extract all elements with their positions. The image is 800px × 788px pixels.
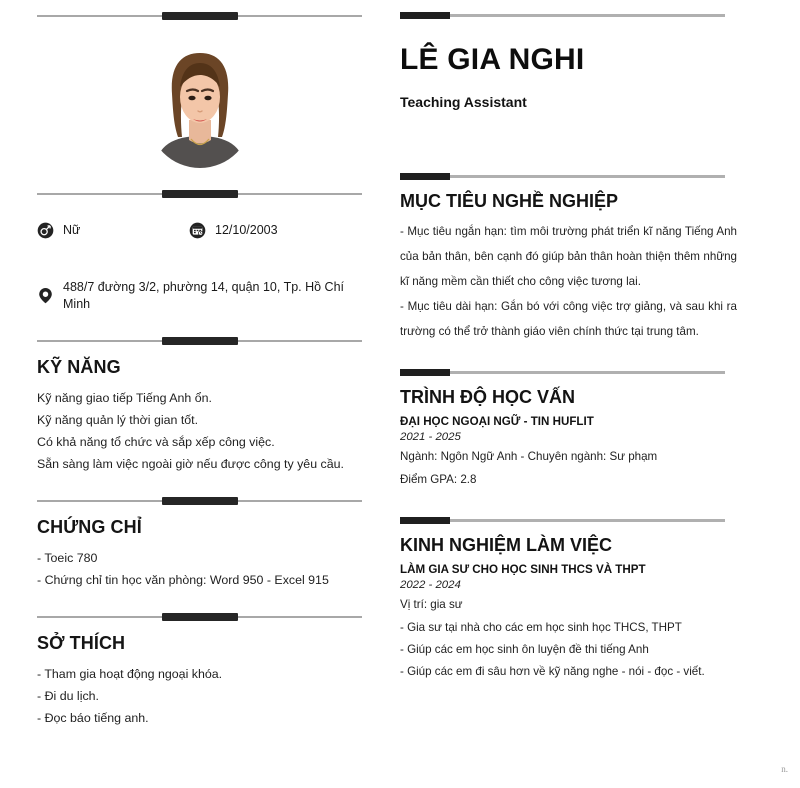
divider-accent-bar — [162, 337, 238, 345]
divider-accent-bar — [400, 517, 450, 524]
address-value: 488/7 đường 3/2, phường 14, quận 10, Tp. Hồ Chí Minh — [63, 280, 345, 311]
divider-accent-bar — [162, 613, 238, 621]
divider-education — [400, 369, 725, 376]
certificates-item: - Toeic 780 — [37, 551, 98, 565]
objective-section — [400, 173, 737, 344]
divider-experience — [400, 517, 725, 524]
divider-certificates — [37, 497, 362, 505]
education-major: Ngành: Ngôn Ngữ Anh - Chuyên ngành: Sư phạm — [400, 450, 658, 463]
hobbies-section — [37, 613, 362, 729]
experience-title: LÀM GIA SƯ CHO HỌC SINH THCS VÀ THPT — [400, 563, 646, 576]
skills-item: Kỹ năng quản lý thời gian tốt. — [37, 413, 199, 427]
education-school: ĐẠI HỌC NGOẠI NGỮ - TIN HUFLIT — [400, 415, 594, 428]
personal-info-block — [37, 222, 362, 313]
calendar-icon — [189, 222, 206, 239]
experience-bullet: - Gia sư tại nhà cho các em học sinh học THCS, THPT — [400, 621, 682, 634]
divider-below-photo — [37, 190, 362, 198]
education-heading: TRÌNH ĐỘ HỌC VẤN — [400, 387, 575, 407]
experience-period: 2022 - 2024 — [400, 579, 461, 591]
skills-heading: KỸ NĂNG — [37, 357, 121, 377]
education-gpa: Điểm GPA: 2.8 — [400, 473, 477, 486]
certificates-section — [37, 497, 362, 591]
experience-section — [400, 517, 737, 682]
left-column — [0, 0, 363, 788]
hobbies-item: - Đi du lịch. — [37, 689, 99, 703]
education-period: 2021 - 2025 — [400, 431, 461, 443]
address-field — [37, 279, 362, 313]
objective-paragraph: - Mục tiêu dài hạn: Gắn bó với công việc trợ giảng, và sau khi ra trường có thể trở thành giáo viên chính thức tại trung tâm. — [400, 300, 737, 338]
education-section — [400, 369, 737, 490]
skills-section — [37, 337, 362, 475]
dob-field — [189, 222, 341, 239]
right-column — [363, 0, 800, 788]
experience-bullet: - Giúp các em đi sâu hơn về kỹ năng nghe - nói - đọc - viết. — [400, 665, 705, 678]
gender-value: Nữ — [63, 223, 81, 237]
certificates-heading: CHỨNG CHỈ — [37, 517, 142, 537]
profile-photo — [148, 42, 252, 168]
skills-item: Sẵn sàng làm việc ngoài giờ nếu được công ty yêu cầu. — [37, 457, 344, 471]
gender-icon — [37, 222, 54, 239]
divider-objective — [400, 173, 725, 180]
hobbies-item: - Tham gia hoạt động ngoại khóa. — [37, 667, 223, 681]
page-title: LÊ GIA NGHI — [400, 43, 585, 76]
objective-paragraph: - Mục tiêu ngắn hạn: tìm môi trường phát triển kĩ năng Tiếng Anh của bản thân, bên cạnh đó giúp bản thân hoàn thiện thêm những kĩ năng mềm cần thiết cho công việc tương lai. — [400, 225, 737, 288]
divider-skills — [37, 337, 362, 345]
experience-heading: KINH NGHIỆM LÀM VIỆC — [400, 535, 613, 555]
profile-photo-container — [37, 42, 362, 168]
objective-heading: MỤC TIÊU NGHỀ NGHIỆP — [400, 191, 619, 211]
experience-bullet: - Giúp các em học sinh ôn luyện đề thi tiếng Anh — [400, 643, 649, 656]
experience-position: Vị trí: gia sư — [400, 598, 463, 611]
hobbies-heading: SỞ THÍCH — [37, 633, 126, 653]
divider-accent-bar — [162, 497, 238, 505]
job-role: Teaching Assistant — [400, 94, 527, 110]
portrait-illustration — [148, 42, 252, 168]
divider-top-left — [37, 12, 362, 20]
personal-info-row — [37, 222, 362, 239]
hobbies-item: - Đọc báo tiếng anh. — [37, 711, 149, 725]
divider-accent-bar — [162, 12, 238, 20]
divider-accent-bar — [162, 190, 238, 198]
divider-accent-bar — [400, 369, 450, 376]
watermark: n. — [781, 764, 788, 774]
divider-top-right — [400, 12, 725, 19]
certificates-item: - Chứng chỉ tin học văn phòng: Word 950 - Excel 915 — [37, 573, 329, 587]
location-pin-icon — [37, 287, 54, 304]
dob-value: 12/10/2003 — [215, 223, 278, 237]
divider-accent-bar — [400, 12, 450, 19]
divider-hobbies — [37, 613, 362, 621]
divider-accent-bar — [400, 173, 450, 180]
gender-field — [37, 222, 189, 239]
skills-item: Có khả năng tổ chức và sắp xếp công việc. — [37, 435, 275, 449]
skills-item: Kỹ năng giao tiếp Tiếng Anh ổn. — [37, 391, 212, 405]
